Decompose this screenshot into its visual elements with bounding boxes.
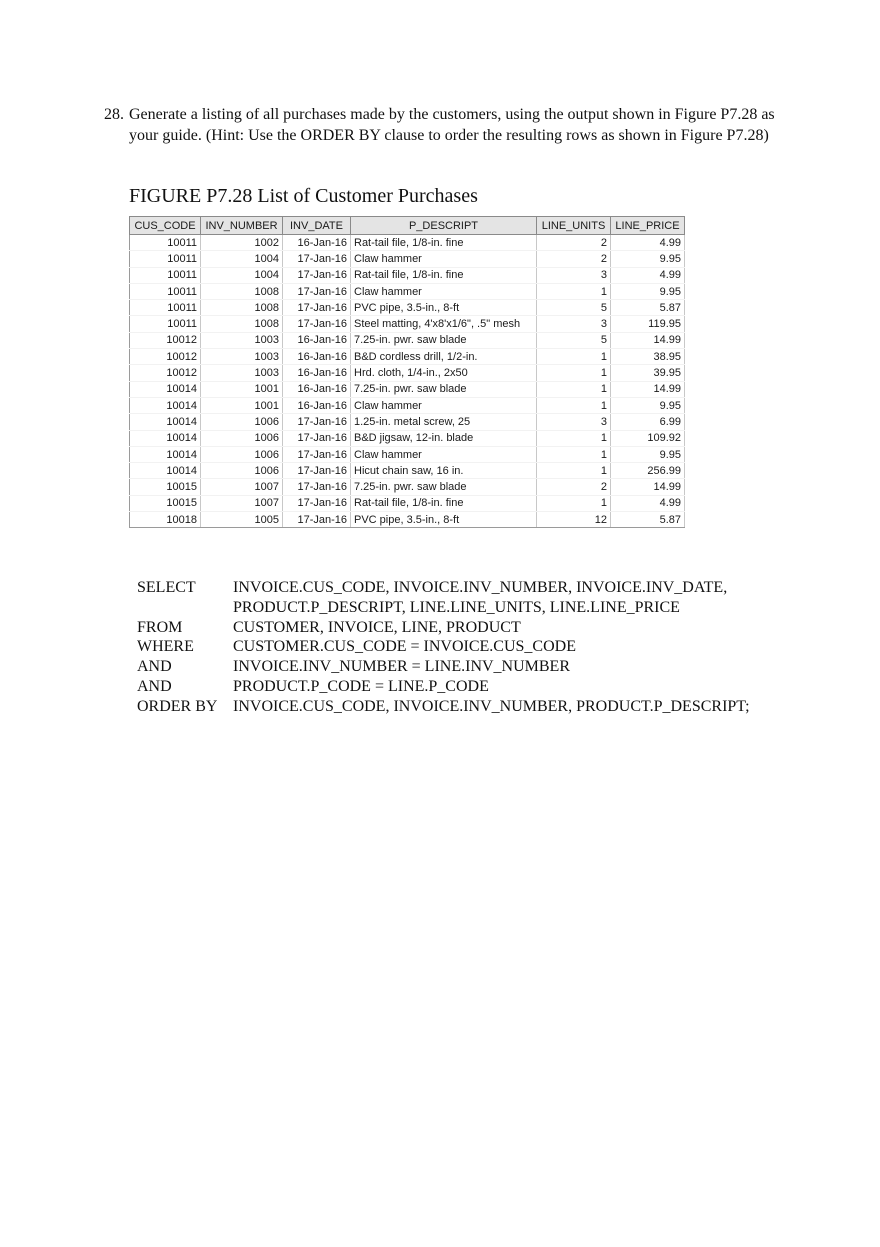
cell-p-descript: B&D cordless drill, 1/2-in.	[351, 349, 537, 365]
cell-cus-code: 10014	[130, 463, 201, 479]
cell-line-units: 1	[537, 349, 611, 365]
cell-inv-date: 16-Jan-16	[283, 349, 351, 365]
cell-inv-number: 1006	[201, 430, 283, 446]
cell-inv-date: 17-Jan-16	[283, 512, 351, 528]
column-header-line-price: LINE_PRICE	[611, 217, 685, 235]
cell-cus-code: 10014	[130, 446, 201, 462]
cell-inv-number: 1007	[201, 479, 283, 495]
cell-p-descript: Rat-tail file, 1/8-in. fine	[351, 235, 537, 251]
cell-line-units: 1	[537, 446, 611, 462]
cell-line-price: 5.87	[611, 300, 685, 316]
cell-line-price: 119.95	[611, 316, 685, 332]
cell-p-descript: Hicut chain saw, 16 in.	[351, 463, 537, 479]
cell-inv-date: 16-Jan-16	[283, 365, 351, 381]
sql-keyword: FROM	[137, 618, 183, 636]
table-row	[130, 349, 685, 365]
sql-clause: INVOICE.CUS_CODE, INVOICE.INV_NUMBER, PRODUCT.P_DESCRIPT;	[233, 697, 750, 715]
cell-inv-date: 17-Jan-16	[283, 430, 351, 446]
cell-line-price: 14.99	[611, 332, 685, 348]
question-number: 28.	[104, 106, 124, 123]
cell-p-descript: Claw hammer	[351, 446, 537, 462]
figure-title: FIGURE P7.28 List of Customer Purchases	[129, 185, 478, 207]
cell-inv-number: 1004	[201, 251, 283, 267]
cell-inv-date: 16-Jan-16	[283, 381, 351, 397]
sql-line	[137, 657, 750, 677]
cell-cus-code: 10012	[130, 365, 201, 381]
cell-inv-date: 17-Jan-16	[283, 267, 351, 283]
sql-clause: CUSTOMER, INVOICE, LINE, PRODUCT	[233, 618, 521, 636]
cell-line-price: 5.87	[611, 512, 685, 528]
cell-p-descript: 7.25-in. pwr. saw blade	[351, 332, 537, 348]
cell-cus-code: 10015	[130, 495, 201, 511]
cell-p-descript: PVC pipe, 3.5-in., 8-ft	[351, 300, 537, 316]
cell-line-units: 1	[537, 381, 611, 397]
cell-line-units: 3	[537, 316, 611, 332]
cell-p-descript: Claw hammer	[351, 283, 537, 299]
cell-cus-code: 10014	[130, 381, 201, 397]
cell-line-units: 1	[537, 283, 611, 299]
cell-cus-code: 10015	[130, 479, 201, 495]
cell-inv-number: 1006	[201, 446, 283, 462]
column-header-inv-number: INV_NUMBER	[201, 217, 283, 235]
cell-cus-code: 10011	[130, 316, 201, 332]
cell-inv-number: 1006	[201, 414, 283, 430]
sql-line	[137, 637, 750, 657]
cell-inv-date: 17-Jan-16	[283, 283, 351, 299]
cell-cus-code: 10018	[130, 512, 201, 528]
sql-keyword: ORDER BY	[137, 697, 218, 715]
cell-line-units: 1	[537, 463, 611, 479]
cell-cus-code: 10011	[130, 300, 201, 316]
sql-line	[137, 598, 750, 618]
sql-keyword: AND	[137, 677, 172, 695]
cell-p-descript: B&D jigsaw, 12-in. blade	[351, 430, 537, 446]
cell-line-units: 2	[537, 251, 611, 267]
sql-keyword: AND	[137, 658, 172, 676]
customer-purchases-table	[129, 216, 685, 528]
cell-line-units: 3	[537, 414, 611, 430]
cell-line-price: 4.99	[611, 495, 685, 511]
cell-inv-date: 17-Jan-16	[283, 495, 351, 511]
sql-keyword: SELECT	[137, 579, 196, 596]
cell-cus-code: 10011	[130, 283, 201, 299]
cell-line-price: 4.99	[611, 235, 685, 251]
cell-inv-date: 16-Jan-16	[283, 332, 351, 348]
column-header-p-descript: P_DESCRIPT	[351, 217, 537, 235]
cell-cus-code: 10014	[130, 430, 201, 446]
column-header-cus-code: CUS_CODE	[130, 217, 201, 235]
cell-inv-number: 1002	[201, 235, 283, 251]
sql-keyword	[137, 598, 233, 618]
table-row	[130, 397, 685, 413]
cell-inv-number: 1005	[201, 512, 283, 528]
table-row	[130, 267, 685, 283]
cell-p-descript: PVC pipe, 3.5-in., 8-ft	[351, 512, 537, 528]
cell-inv-number: 1003	[201, 365, 283, 381]
cell-line-price: 9.95	[611, 397, 685, 413]
question	[104, 105, 784, 146]
table-row	[130, 332, 685, 348]
cell-inv-number: 1001	[201, 381, 283, 397]
cell-line-price: 14.99	[611, 381, 685, 397]
sql-line	[137, 697, 750, 717]
cell-cus-code: 10011	[130, 251, 201, 267]
cell-line-units: 1	[537, 430, 611, 446]
table-row	[130, 251, 685, 267]
column-header-line-units: LINE_UNITS	[537, 217, 611, 235]
cell-p-descript: Hrd. cloth, 1/4-in., 2x50	[351, 365, 537, 381]
cell-cus-code: 10014	[130, 414, 201, 430]
sql-clause: CUSTOMER.CUS_CODE = INVOICE.CUS_CODE	[233, 638, 576, 656]
cell-line-price: 6.99	[611, 414, 685, 430]
table-row	[130, 381, 685, 397]
sql-line	[137, 578, 750, 598]
cell-line-units: 5	[537, 332, 611, 348]
cell-inv-date: 16-Jan-16	[283, 235, 351, 251]
cell-inv-number: 1003	[201, 349, 283, 365]
cell-inv-date: 16-Jan-16	[283, 397, 351, 413]
sql-clause: PRODUCT.P_DESCRIPT, LINE.LINE_UNITS, LINE.LINE_PRICE	[233, 598, 680, 616]
cell-inv-date: 17-Jan-16	[283, 479, 351, 495]
cell-inv-date: 17-Jan-16	[283, 463, 351, 479]
cell-inv-date: 17-Jan-16	[283, 251, 351, 267]
sql-clause: INVOICE.INV_NUMBER = LINE.INV_NUMBER	[233, 658, 570, 676]
cell-p-descript: Claw hammer	[351, 397, 537, 413]
sql-clause: INVOICE.CUS_CODE, INVOICE.INV_NUMBER, INVOICE.INV_DATE,	[233, 579, 728, 596]
table-row	[130, 430, 685, 446]
cell-line-units: 2	[537, 235, 611, 251]
cell-inv-number: 1003	[201, 332, 283, 348]
cell-p-descript: Rat-tail file, 1/8-in. fine	[351, 495, 537, 511]
cell-line-price: 14.99	[611, 479, 685, 495]
table-row	[130, 316, 685, 332]
question-text: Generate a listing of all purchases made by the customers, using the output shown in Figure P7.28 as your guide. (Hint: Use the ORDER BY clause to order the resulting rows as shown in Figure P7.28)	[129, 106, 775, 144]
sql-query	[137, 578, 750, 717]
cell-line-price: 109.92	[611, 430, 685, 446]
cell-line-units: 1	[537, 495, 611, 511]
cell-p-descript: 7.25-in. pwr. saw blade	[351, 479, 537, 495]
cell-inv-date: 17-Jan-16	[283, 446, 351, 462]
cell-p-descript: Claw hammer	[351, 251, 537, 267]
table-row	[130, 283, 685, 299]
cell-p-descript: 1.25-in. metal screw, 25	[351, 414, 537, 430]
cell-line-units: 5	[537, 300, 611, 316]
cell-p-descript: 7.25-in. pwr. saw blade	[351, 381, 537, 397]
cell-inv-date: 17-Jan-16	[283, 414, 351, 430]
cell-line-price: 39.95	[611, 365, 685, 381]
table-row	[130, 512, 685, 528]
cell-line-units: 3	[537, 267, 611, 283]
cell-line-units: 2	[537, 479, 611, 495]
table-row	[130, 365, 685, 381]
cell-cus-code: 10012	[130, 349, 201, 365]
cell-line-price: 4.99	[611, 267, 685, 283]
cell-cus-code: 10014	[130, 397, 201, 413]
cell-cus-code: 10011	[130, 267, 201, 283]
cell-inv-date: 17-Jan-16	[283, 300, 351, 316]
cell-inv-number: 1007	[201, 495, 283, 511]
table-row	[130, 479, 685, 495]
sql-keyword: WHERE	[137, 638, 194, 656]
table-row	[130, 495, 685, 511]
cell-inv-number: 1008	[201, 300, 283, 316]
cell-line-price: 256.99	[611, 463, 685, 479]
table-row	[130, 235, 685, 251]
table-header-row	[130, 217, 685, 235]
cell-inv-number: 1006	[201, 463, 283, 479]
table-row	[130, 300, 685, 316]
table-row	[130, 463, 685, 479]
cell-inv-number: 1004	[201, 267, 283, 283]
cell-line-price: 38.95	[611, 349, 685, 365]
table-row	[130, 446, 685, 462]
cell-line-units: 1	[537, 397, 611, 413]
cell-line-price: 9.95	[611, 283, 685, 299]
sql-line	[137, 677, 750, 697]
cell-line-units: 1	[537, 365, 611, 381]
sql-clause: PRODUCT.P_CODE = LINE.P_CODE	[233, 677, 489, 695]
cell-p-descript: Steel matting, 4'x8'x1/6", .5" mesh	[351, 316, 537, 332]
cell-line-units: 12	[537, 512, 611, 528]
table-body	[130, 235, 685, 528]
cell-cus-code: 10012	[130, 332, 201, 348]
cell-inv-number: 1008	[201, 316, 283, 332]
cell-inv-date: 17-Jan-16	[283, 316, 351, 332]
cell-line-price: 9.95	[611, 446, 685, 462]
column-header-inv-date: INV_DATE	[283, 217, 351, 235]
cell-inv-number: 1008	[201, 283, 283, 299]
table-row	[130, 414, 685, 430]
cell-line-price: 9.95	[611, 251, 685, 267]
sql-line	[137, 618, 750, 638]
cell-cus-code: 10011	[130, 235, 201, 251]
cell-p-descript: Rat-tail file, 1/8-in. fine	[351, 267, 537, 283]
cell-inv-number: 1001	[201, 397, 283, 413]
